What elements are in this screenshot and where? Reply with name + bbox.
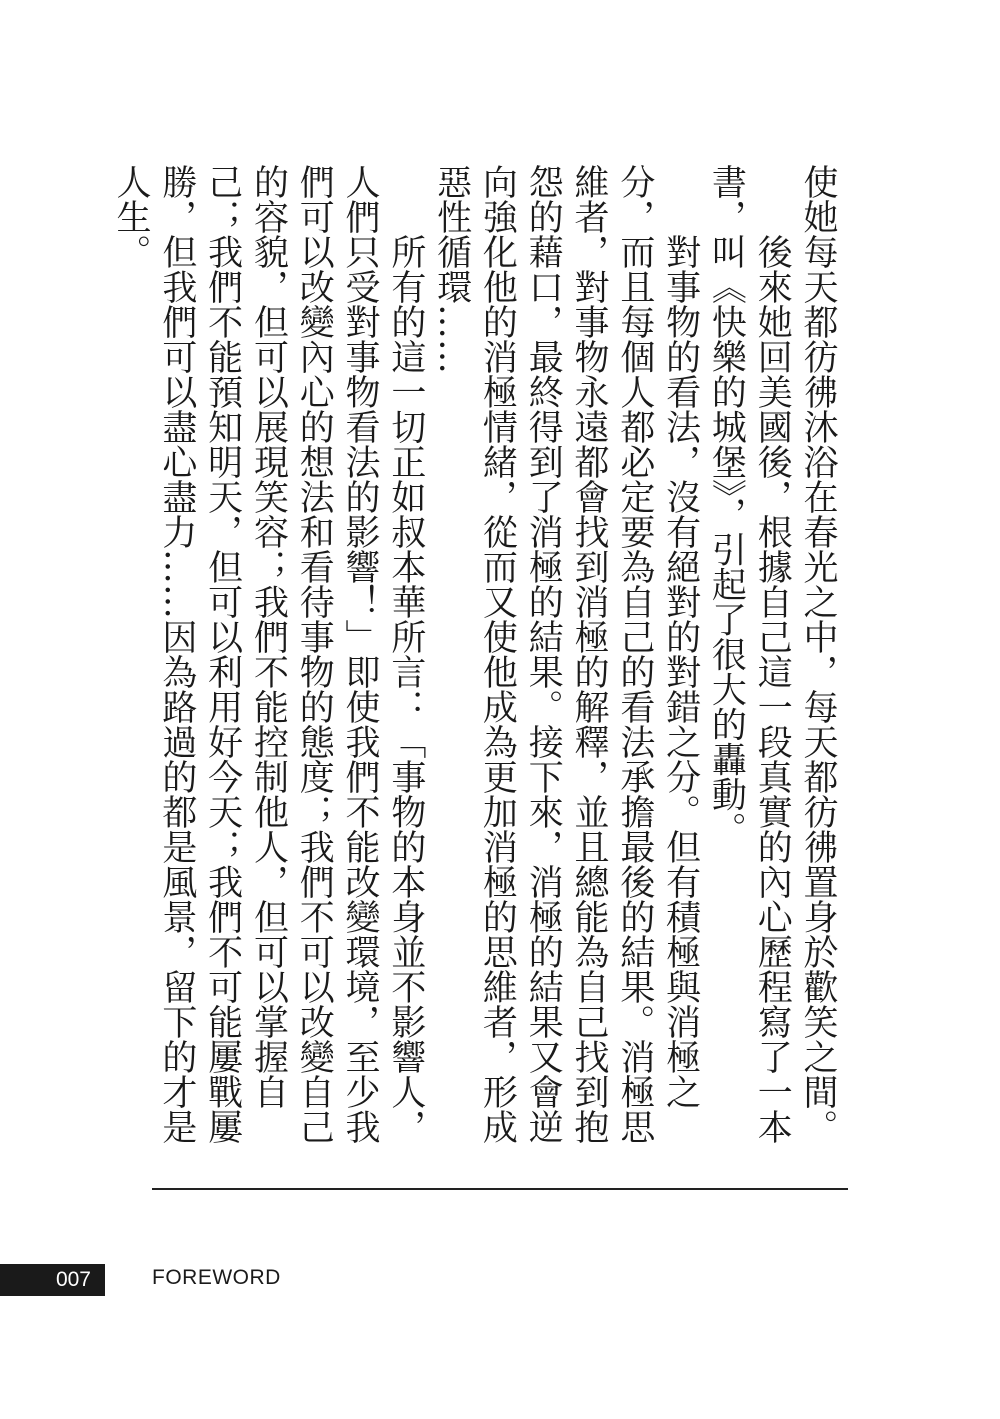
- running-head: FOREWORD: [152, 1266, 281, 1289]
- paragraph-4: 所有的這一切正如叔本華所言：「事物的本身並不影響人，人們只受對事物看法的影響！」即使我們不能改變環境，至少我們可以改變內心的想法和看待事物的態度；我們不可以改變自己的容貌，但可以展現笑容；我們不能控制他人，但可以掌握自己；我們不能預知明天，但可以利用好今天；我們不可能屢戰屢勝，但我們可以盡心盡力……因為路過的都是風景，留下的才是人生。: [111, 164, 426, 1144]
- paragraph-3: 對事物的看法，沒有絕對的對錯之分。但有積極與消極之分，而且每個人都必定要為自己的看法承擔最後的結果。消極思維者，對事物永遠都會找到消極的解釋，並且總能為自己找到抱怨的藉口，最終得到了消極的結果。接下來，消極的結果又會逆向強化他的消極情緒，從而又使他成為更加消極的思維者，形成惡性循環……: [431, 164, 701, 1144]
- footer-divider: [152, 1188, 848, 1190]
- vertical-text-body: [111, 164, 840, 1164]
- page-number-badge: 007: [0, 1264, 105, 1296]
- paragraph-1: 使她每天都彷彿沐浴在春光之中，每天都彷彿置身於歡笑之間。: [798, 164, 838, 1144]
- paragraph-2: 後來她回美國後，根據自己這一段真實的內心歷程寫了一本書，叫《快樂的城堡》，引起了很大的轟動。: [706, 164, 793, 1144]
